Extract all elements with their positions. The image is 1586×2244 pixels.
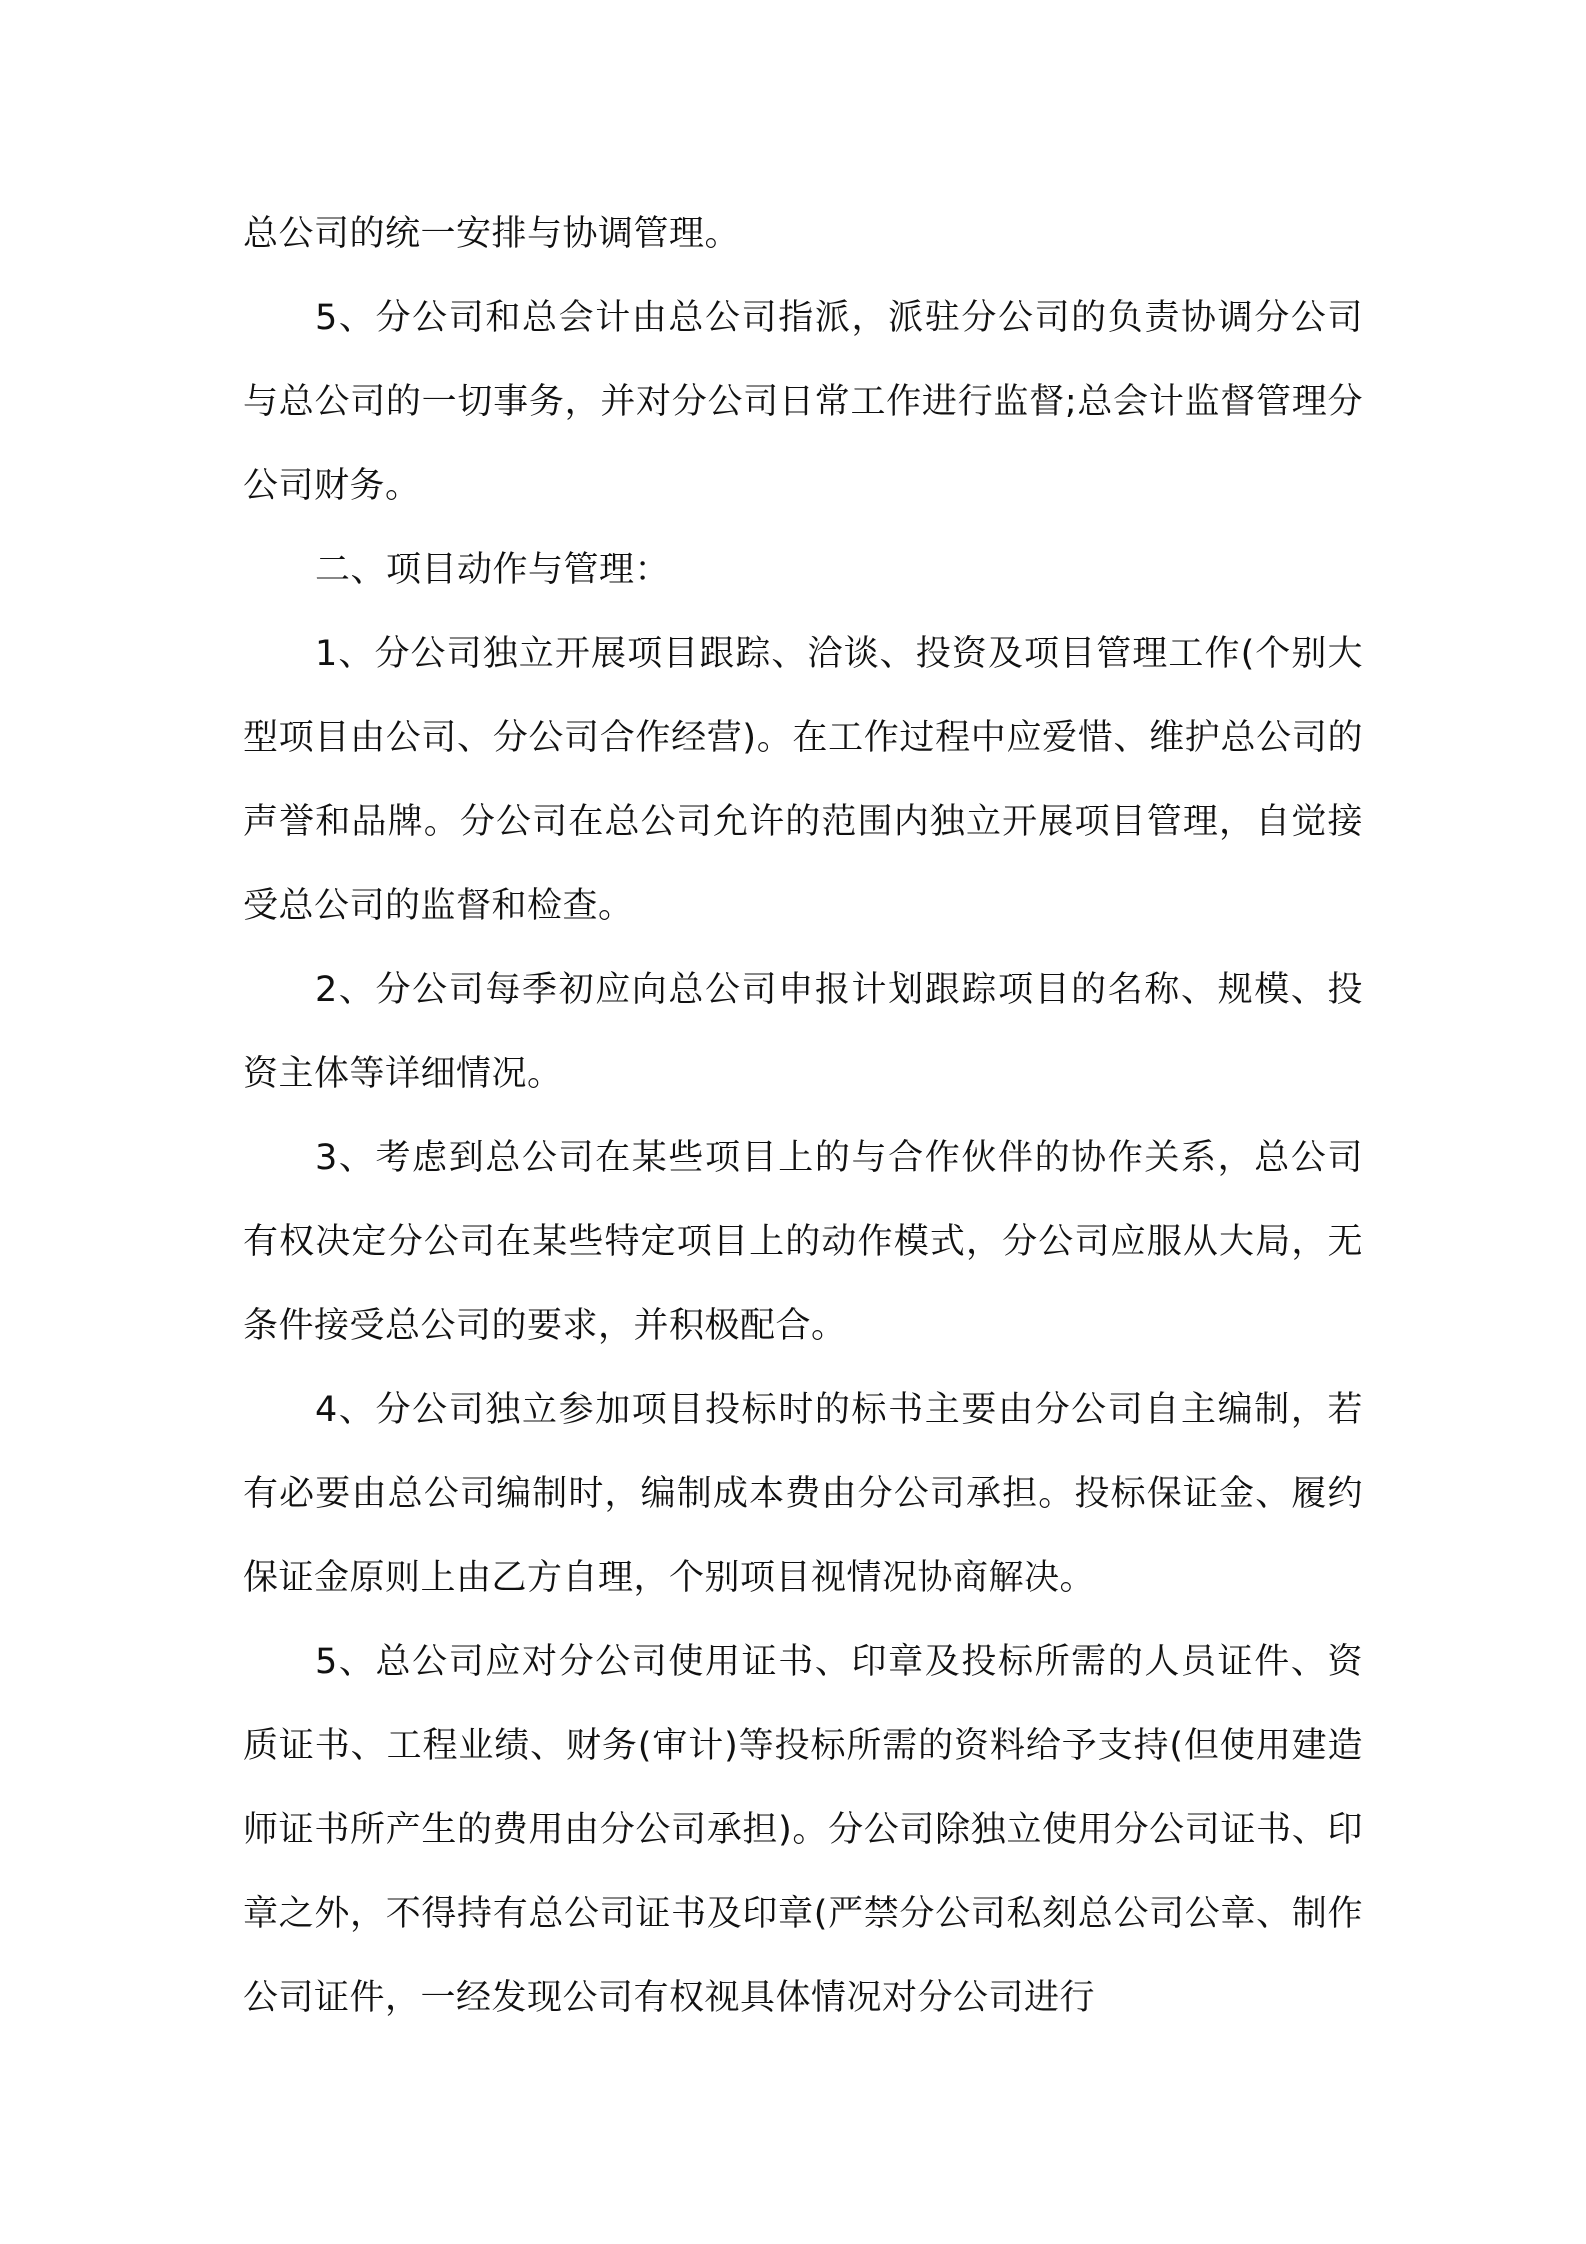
- paragraph-continuation: 总公司的统一安排与协调管理。: [243, 214, 741, 254]
- paragraph-item-1-project-tracking: 1、分公司独立开展项目跟踪、洽谈、投资及项目管理工作(个别大型项目由公司、分公司合作经营)。在工作过程中应爱惜、维护总公司的声誉和品牌。分公司在总公司允许的范围内独立开展项目管理，自觉接受总公司的监督和检查。: [243, 634, 1363, 926]
- paragraph-item-2-quarterly-report: 2、分公司每季初应向总公司申报计划跟踪项目的名称、规模、投资主体等详细情况。: [243, 970, 1363, 1094]
- paragraph-item-3-cooperation: 3、考虑到总公司在某些项目上的与合作伙伴的协作关系，总公司有权决定分公司在某些特定项目上的动作模式，分公司应服从大局，无条件接受总公司的要求，并积极配合。: [243, 1138, 1363, 1346]
- paragraph-item-4-bidding: 4、分公司独立参加项目投标时的标书主要由分公司自主编制，若有必要由总公司编制时，编制成本费由分公司承担。投标保证金、履约保证金原则上由乙方自理，个别项目视情况协商解决。: [243, 1390, 1363, 1598]
- section-heading-project-management: 二、项目动作与管理：: [315, 550, 671, 590]
- paragraph-item-5-certificates: 5、总公司应对分公司使用证书、印章及投标所需的人员证件、资质证书、工程业绩、财务(审计)等投标所需的资料给予支持(但使用建造师证书所产生的费用由分公司承担)。分公司除独立使用分公司证书、印章之外，不得持有总公司证书及印章(严禁分公司私刻总公司公章、制作公司证件，一经发现公司有权视具体情况对分公司进行: [243, 1642, 1363, 2018]
- document-body: [243, 192, 1363, 2040]
- paragraph-item-5-accountant: 5、分公司和总会计由总公司指派，派驻分公司的负责协调分公司与总公司的一切事务，并对分公司日常工作进行监督;总会计监督管理分公司财务。: [243, 298, 1363, 506]
